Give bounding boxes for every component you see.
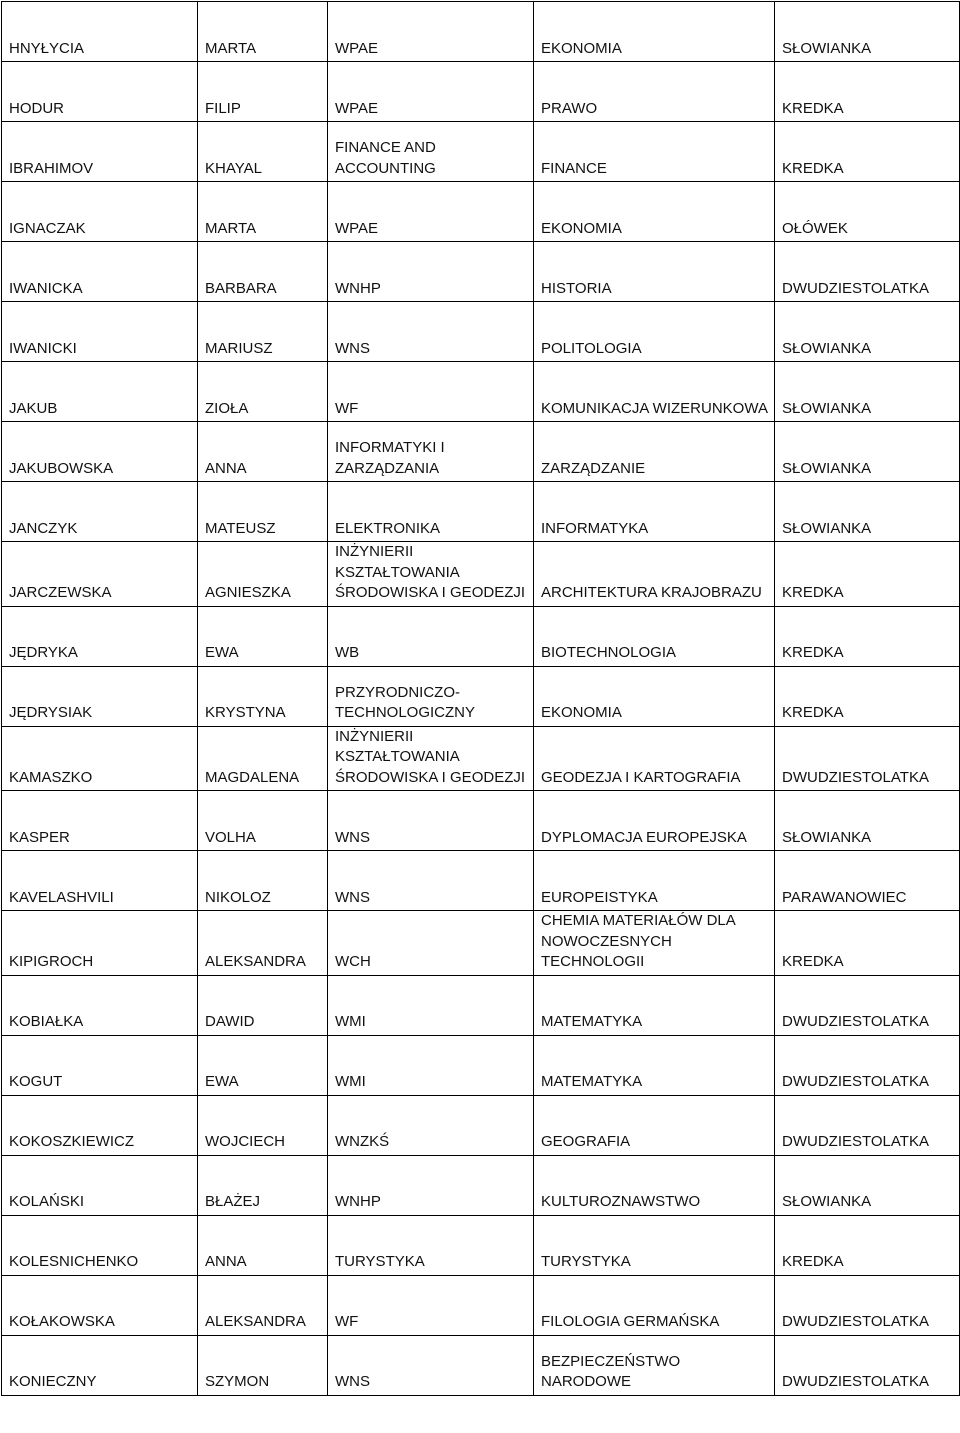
faculty-cell: WPAE (328, 2, 534, 62)
field-of-study-cell: DYPLOMACJA EUROPEJSKA (534, 791, 775, 851)
field-of-study-cell: EKONOMIA (534, 182, 775, 242)
dormitory-cell: KREDKA (775, 911, 960, 976)
roster-table (1, 1, 960, 1396)
surname-cell: KOBIAŁKA (2, 975, 198, 1035)
faculty-cell: WB (328, 606, 534, 666)
first-name-cell: KHAYAL (198, 122, 328, 182)
dormitory-cell: DWUDZIESTOLATKA (775, 975, 960, 1035)
first-name-cell: MAGDALENA (198, 726, 328, 791)
faculty-cell: WNS (328, 851, 534, 911)
field-of-study-cell: BEZPIECZEŃSTWO NARODOWE (534, 1335, 775, 1395)
first-name-cell: MARIUSZ (198, 302, 328, 362)
faculty-cell: WMI (328, 1035, 534, 1095)
faculty-cell: INŻYNIERII KSZTAŁTOWANIA ŚRODOWISKA I GEODEZJI (328, 726, 534, 791)
faculty-cell: WNZKŚ (328, 1095, 534, 1155)
faculty-cell: WCH (328, 911, 534, 976)
table-row (2, 422, 960, 482)
first-name-cell: MARTA (198, 2, 328, 62)
first-name-cell: ALEKSANDRA (198, 911, 328, 976)
field-of-study-cell: KULTUROZNAWSTWO (534, 1155, 775, 1215)
table-row (2, 122, 960, 182)
dormitory-cell: KREDKA (775, 62, 960, 122)
dormitory-cell: SŁOWIANKA (775, 422, 960, 482)
dormitory-cell: SŁOWIANKA (775, 1155, 960, 1215)
field-of-study-cell: BIOTECHNOLOGIA (534, 606, 775, 666)
surname-cell: KAVELASHVILI (2, 851, 198, 911)
field-of-study-cell: EUROPEISTYKA (534, 851, 775, 911)
surname-cell: KOLAŃSKI (2, 1155, 198, 1215)
dormitory-cell: KREDKA (775, 1215, 960, 1275)
table-row (2, 2, 960, 62)
surname-cell: IWANICKA (2, 242, 198, 302)
field-of-study-cell: ZARZĄDZANIE (534, 422, 775, 482)
table-row (2, 726, 960, 791)
table-row (2, 975, 960, 1035)
faculty-cell: PRZYRODNICZO- TECHNOLOGICZNY (328, 666, 534, 726)
dormitory-cell: DWUDZIESTOLATKA (775, 1335, 960, 1395)
first-name-cell: FILIP (198, 62, 328, 122)
faculty-cell: WNS (328, 302, 534, 362)
table-row (2, 1095, 960, 1155)
dormitory-cell: DWUDZIESTOLATKA (775, 1035, 960, 1095)
faculty-cell: WF (328, 1275, 534, 1335)
surname-cell: KASPER (2, 791, 198, 851)
field-of-study-cell: HISTORIA (534, 242, 775, 302)
surname-cell: JĘDRYSIAK (2, 666, 198, 726)
dormitory-cell: SŁOWIANKA (775, 302, 960, 362)
dormitory-cell: KREDKA (775, 666, 960, 726)
field-of-study-cell: INFORMATYKA (534, 482, 775, 542)
table-row (2, 1335, 960, 1395)
dormitory-cell: SŁOWIANKA (775, 791, 960, 851)
dormitory-cell: KREDKA (775, 122, 960, 182)
faculty-cell: WNS (328, 1335, 534, 1395)
faculty-cell: INFORMATYKI I ZARZĄDZANIA (328, 422, 534, 482)
dormitory-cell: SŁOWIANKA (775, 2, 960, 62)
surname-cell: KOGUT (2, 1035, 198, 1095)
field-of-study-cell: CHEMIA MATERIAŁÓW DLA NOWOCZESNYCH TECHNOLOGII (534, 911, 775, 976)
surname-cell: IBRAHIMOV (2, 122, 198, 182)
surname-cell: KOLESNICHENKO (2, 1215, 198, 1275)
surname-cell: JAKUBOWSKA (2, 422, 198, 482)
faculty-cell: TURYSTYKA (328, 1215, 534, 1275)
surname-cell: JAKUB (2, 362, 198, 422)
first-name-cell: EWA (198, 606, 328, 666)
table-row (2, 606, 960, 666)
surname-cell: KONIECZNY (2, 1335, 198, 1395)
field-of-study-cell: KOMUNIKACJA WIZERUNKOWA (534, 362, 775, 422)
field-of-study-cell: GEODEZJA I KARTOGRAFIA (534, 726, 775, 791)
surname-cell: KOKOSZKIEWICZ (2, 1095, 198, 1155)
table-row (2, 791, 960, 851)
dormitory-cell: DWUDZIESTOLATKA (775, 1095, 960, 1155)
table-row (2, 542, 960, 607)
field-of-study-cell: MATEMATYKA (534, 975, 775, 1035)
first-name-cell: MARTA (198, 182, 328, 242)
field-of-study-cell: GEOGRAFIA (534, 1095, 775, 1155)
first-name-cell: ALEKSANDRA (198, 1275, 328, 1335)
field-of-study-cell: EKONOMIA (534, 666, 775, 726)
field-of-study-cell: MATEMATYKA (534, 1035, 775, 1095)
first-name-cell: VOLHA (198, 791, 328, 851)
table-row (2, 62, 960, 122)
surname-cell: HODUR (2, 62, 198, 122)
field-of-study-cell: PRAWO (534, 62, 775, 122)
table-row (2, 1035, 960, 1095)
surname-cell: KIPIGROCH (2, 911, 198, 976)
table-row (2, 1275, 960, 1335)
table-row (2, 1155, 960, 1215)
surname-cell: JARCZEWSKA (2, 542, 198, 607)
surname-cell: HNYŁYCIA (2, 2, 198, 62)
faculty-cell: WF (328, 362, 534, 422)
dormitory-cell: DWUDZIESTOLATKA (775, 1275, 960, 1335)
first-name-cell: ANNA (198, 1215, 328, 1275)
dormitory-cell: KREDKA (775, 542, 960, 607)
faculty-cell: WNHP (328, 242, 534, 302)
field-of-study-cell: EKONOMIA (534, 2, 775, 62)
dormitory-cell: DWUDZIESTOLATKA (775, 242, 960, 302)
first-name-cell: BARBARA (198, 242, 328, 302)
faculty-cell: INŻYNIERII KSZTAŁTOWANIA ŚRODOWISKA I GEODEZJI (328, 542, 534, 607)
surname-cell: IWANICKI (2, 302, 198, 362)
faculty-cell: FINANCE AND ACCOUNTING (328, 122, 534, 182)
faculty-cell: WNHP (328, 1155, 534, 1215)
roster-body (2, 2, 960, 1396)
first-name-cell: BŁAŻEJ (198, 1155, 328, 1215)
surname-cell: JĘDRYKA (2, 606, 198, 666)
field-of-study-cell: TURYSTYKA (534, 1215, 775, 1275)
dormitory-cell: SŁOWIANKA (775, 362, 960, 422)
surname-cell: JANCZYK (2, 482, 198, 542)
first-name-cell: MATEUSZ (198, 482, 328, 542)
table-row (2, 482, 960, 542)
first-name-cell: EWA (198, 1035, 328, 1095)
first-name-cell: DAWID (198, 975, 328, 1035)
table-row (2, 362, 960, 422)
first-name-cell: AGNIESZKA (198, 542, 328, 607)
table-row (2, 666, 960, 726)
dormitory-cell: KREDKA (775, 606, 960, 666)
table-row (2, 911, 960, 976)
faculty-cell: WPAE (328, 62, 534, 122)
table-row (2, 302, 960, 362)
first-name-cell: NIKOLOZ (198, 851, 328, 911)
first-name-cell: ANNA (198, 422, 328, 482)
field-of-study-cell: FINANCE (534, 122, 775, 182)
faculty-cell: WNS (328, 791, 534, 851)
first-name-cell: WOJCIECH (198, 1095, 328, 1155)
first-name-cell: ZIOŁA (198, 362, 328, 422)
table-row (2, 1215, 960, 1275)
dormitory-cell: PARAWANOWIEC (775, 851, 960, 911)
table-row (2, 851, 960, 911)
table-row (2, 242, 960, 302)
faculty-cell: WMI (328, 975, 534, 1035)
field-of-study-cell: FILOLOGIA GERMAŃSKA (534, 1275, 775, 1335)
surname-cell: IGNACZAK (2, 182, 198, 242)
table-row (2, 182, 960, 242)
faculty-cell: ELEKTRONIKA (328, 482, 534, 542)
field-of-study-cell: POLITOLOGIA (534, 302, 775, 362)
surname-cell: KAMASZKO (2, 726, 198, 791)
surname-cell: KOŁAKOWSKA (2, 1275, 198, 1335)
field-of-study-cell: ARCHITEKTURA KRAJOBRAZU (534, 542, 775, 607)
dormitory-cell: DWUDZIESTOLATKA (775, 726, 960, 791)
first-name-cell: KRYSTYNA (198, 666, 328, 726)
dormitory-cell: OŁÓWEK (775, 182, 960, 242)
first-name-cell: SZYMON (198, 1335, 328, 1395)
faculty-cell: WPAE (328, 182, 534, 242)
dormitory-cell: SŁOWIANKA (775, 482, 960, 542)
